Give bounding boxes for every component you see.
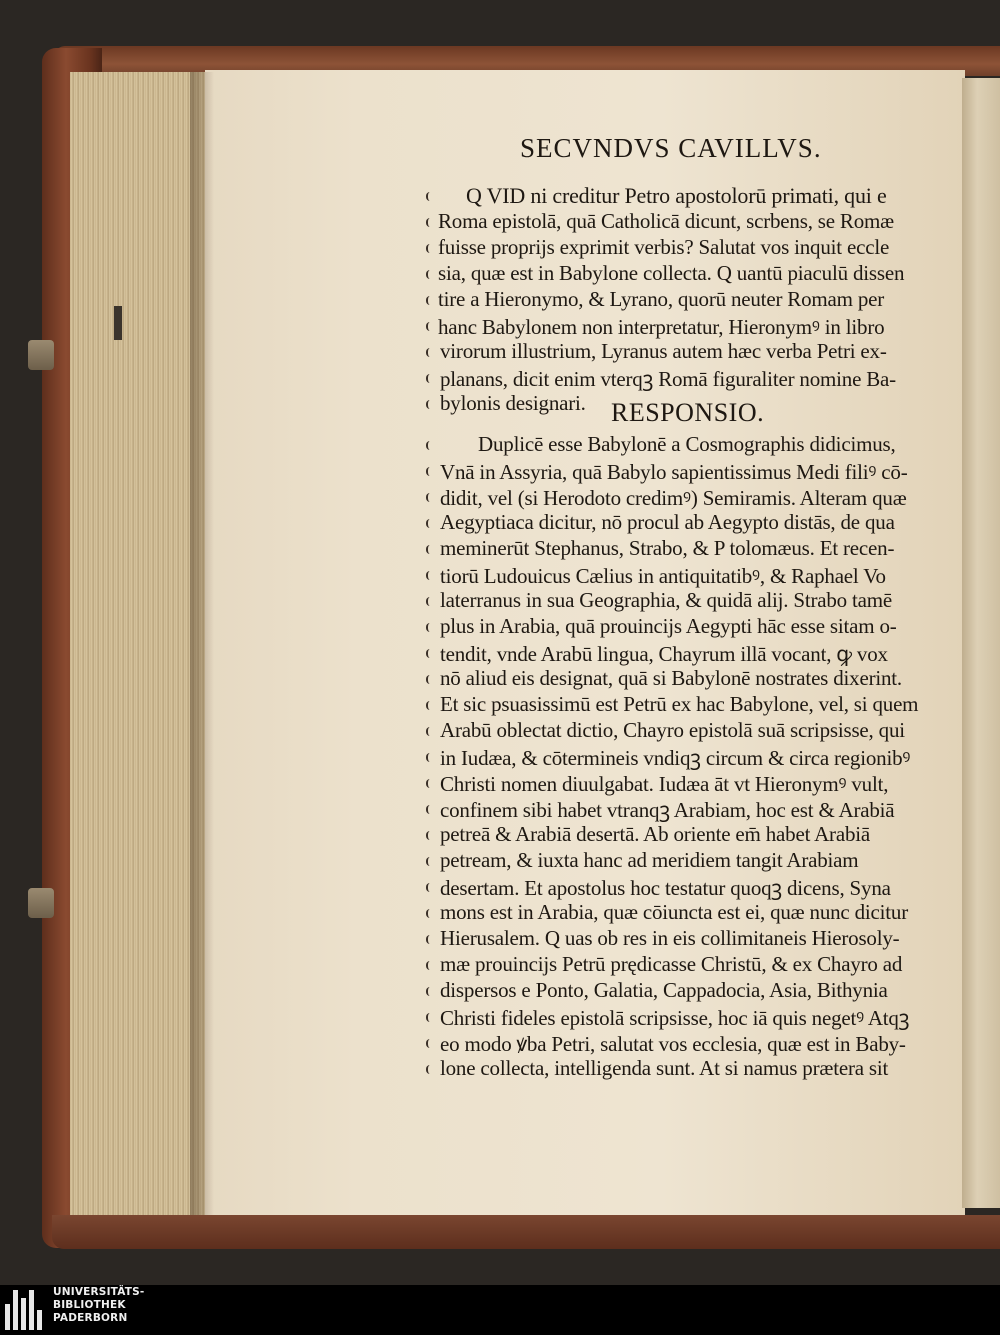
page-edges <box>70 72 208 1222</box>
margin-mark-icon <box>426 987 434 996</box>
text-line: mæ prouincijs Petrū prędicasse Christū, & ex Chayro ad <box>440 952 903 976</box>
text-line: plus in Arabia, quā prouincijs Aegypti hāc esse sitam o- <box>440 614 897 638</box>
clasp-icon <box>28 340 54 370</box>
margin-mark-icon <box>426 218 434 227</box>
margin-mark-icon <box>426 493 434 502</box>
text-line: sia, quæ est in Babylone collecta. Q uantū piaculū dissen <box>438 261 905 285</box>
text-line: Vnā in Assyria, quā Babylo sapientissimus Medi filiꝰ cō- <box>440 460 908 484</box>
library-name-line: BIBLIOTHEK <box>53 1299 126 1311</box>
section-heading: RESPONSIO. <box>611 398 765 427</box>
margin-mark-icon <box>426 675 434 684</box>
margin-mark-icon <box>426 467 434 476</box>
text-line: hanc Babylonem non interpretatur, Hieronymꝰ in libro <box>438 315 885 339</box>
text-line: Aegyptiaca dicitur, nō procul ab Aegypto distās, de qua <box>440 510 895 534</box>
text-line: tendit, vnde Arabū lingua, Chayrum illā vocant, ꝙ vox <box>440 642 888 666</box>
margin-mark-icon <box>426 296 434 305</box>
gutter-shadow <box>190 72 214 1222</box>
margin-mark-icon <box>426 883 434 892</box>
text-line: nō aliud eis designat, quā si Babylonē nostrates dixerint. <box>440 666 902 690</box>
clasp-icon <box>28 888 54 918</box>
margin-mark-icon <box>426 322 434 331</box>
margin-mark-icon <box>426 244 434 253</box>
library-name <box>53 1286 144 1325</box>
margin-mark-icon <box>426 1013 434 1022</box>
text-line: in Iudæa, & cōtermineis vndiqꝫ circum & circa regionibꝰ <box>440 746 911 770</box>
text-line: desertam. Et apostolus hoc testatur quoqꝫ dicens, Syna <box>440 876 891 900</box>
text-line: lone collecta, intelligenda sunt. At si namus prætera sit <box>440 1056 889 1080</box>
margin-mark-icon <box>426 519 434 528</box>
text-line: Duplicē esse Babylonē a Cosmographis didicimus, <box>478 432 896 456</box>
margin-mark-icon <box>426 400 434 409</box>
library-name-line: PADERBORN <box>53 1312 128 1324</box>
margin-mark-icon <box>426 779 434 788</box>
margin-mark-icon <box>426 270 434 279</box>
text-line: tiorū Ludouicus Cælius in antiquitatibꝰ, & Raphael Vo <box>440 564 886 588</box>
text-line: fuisse proprijs exprimit verbis? Salutat vos inquit eccle <box>438 235 890 259</box>
text-line: virorum illustrium, Lyranus autem hæc verba Petri ex- <box>440 339 887 363</box>
margin-mark-icon <box>426 623 434 632</box>
margin-mark-icon <box>426 374 434 383</box>
margin-mark-icon <box>426 597 434 606</box>
text-line: Roma epistolā, quā Catholicā dicunt, scrbens, se Romæ <box>438 209 894 233</box>
margin-mark-icon <box>426 701 434 710</box>
text-line: Arabū oblectat dictio, Chayro epistolā suā scripsisse, qui <box>440 718 905 742</box>
text-line: Hierusalem. Q uas ob res in eis collimitaneis Hierosoly- <box>440 926 900 950</box>
text-line: mons est in Arabia, quæ cōiuncta est ei, quæ nunc dicitur <box>440 900 909 924</box>
margin-mark-icon <box>426 545 434 554</box>
text-line: laterranus in sua Geographia, & quidā alij. Strabo tamē <box>440 588 893 612</box>
text-line: Christi fideles epistolā scripsisse, hoc iā quis negetꝰ Atqꝫ <box>440 1006 910 1030</box>
text-line: confinem sibi habet vtranqꝫ Arabiam, hoc est & Arabiā <box>440 798 895 822</box>
text-line: petream, & iuxta hanc ad meridiem tangit Arabiam <box>440 848 859 872</box>
text-line: eo modo ꝟba Petri, salutat vos ecclesia, quæ est in Baby- <box>440 1032 906 1056</box>
text-line: Q VID ni creditur Petro apostolorū primati, qui e <box>466 183 887 208</box>
margin-mark-icon <box>426 831 434 840</box>
margin-mark-icon <box>426 805 434 814</box>
text-line: didit, vel (si Herodoto credimꝰ) Semiramis. Alteram quæ <box>440 486 907 510</box>
margin-mark-icon <box>426 348 434 357</box>
margin-mark-icon <box>426 649 434 658</box>
bookmark-pin <box>114 306 122 340</box>
text-line: petreā & Arabiā desertā. Ab oriente em̄ habet Arabiā <box>440 822 871 846</box>
text-line: tire a Hieronymo, & Lyrano, quorū neuter Romam per <box>438 287 885 311</box>
text-line: Christi nomen diuulgabat. Iudæa āt vt Hieronymꝰ vult, <box>440 772 889 796</box>
margin-mark-icon <box>426 935 434 944</box>
margin-mark-icon <box>426 571 434 580</box>
margin-mark-icon <box>426 1065 434 1074</box>
facing-page-edge <box>962 78 1000 1208</box>
margin-mark-icon <box>426 909 434 918</box>
text-line: dispersos e Ponto, Galatia, Cappadocia, Asia, Bithynia <box>440 978 888 1002</box>
text-line: bylonis designari. <box>440 391 586 415</box>
page-heading: SECVNDVS CAVILLVS. <box>520 133 822 163</box>
text-line: meminerūt Stephanus, Strabo, & P tolomæus. Et recen- <box>440 536 895 560</box>
margin-mark-icon <box>426 753 434 762</box>
text-line: planans, dicit enim vterqꝫ Romā figuraliter nomine Ba- <box>440 367 896 391</box>
margin-mark-icon <box>426 727 434 736</box>
margin-mark-icon <box>426 961 434 970</box>
library-name-line: UNIVERSITÄTS- <box>53 1286 145 1298</box>
margin-mark-icon <box>426 441 434 450</box>
margin-mark-icon <box>426 857 434 866</box>
margin-mark-icon <box>426 1039 434 1048</box>
book-cover-bottom <box>52 1215 1000 1249</box>
margin-mark-icon <box>426 192 434 201</box>
library-logo-icon <box>5 1290 47 1330</box>
library-banner <box>0 1285 1000 1335</box>
text-line: Et sic psuasissimū est Petrū ex hac Babylone, vel, si quem <box>440 692 919 716</box>
